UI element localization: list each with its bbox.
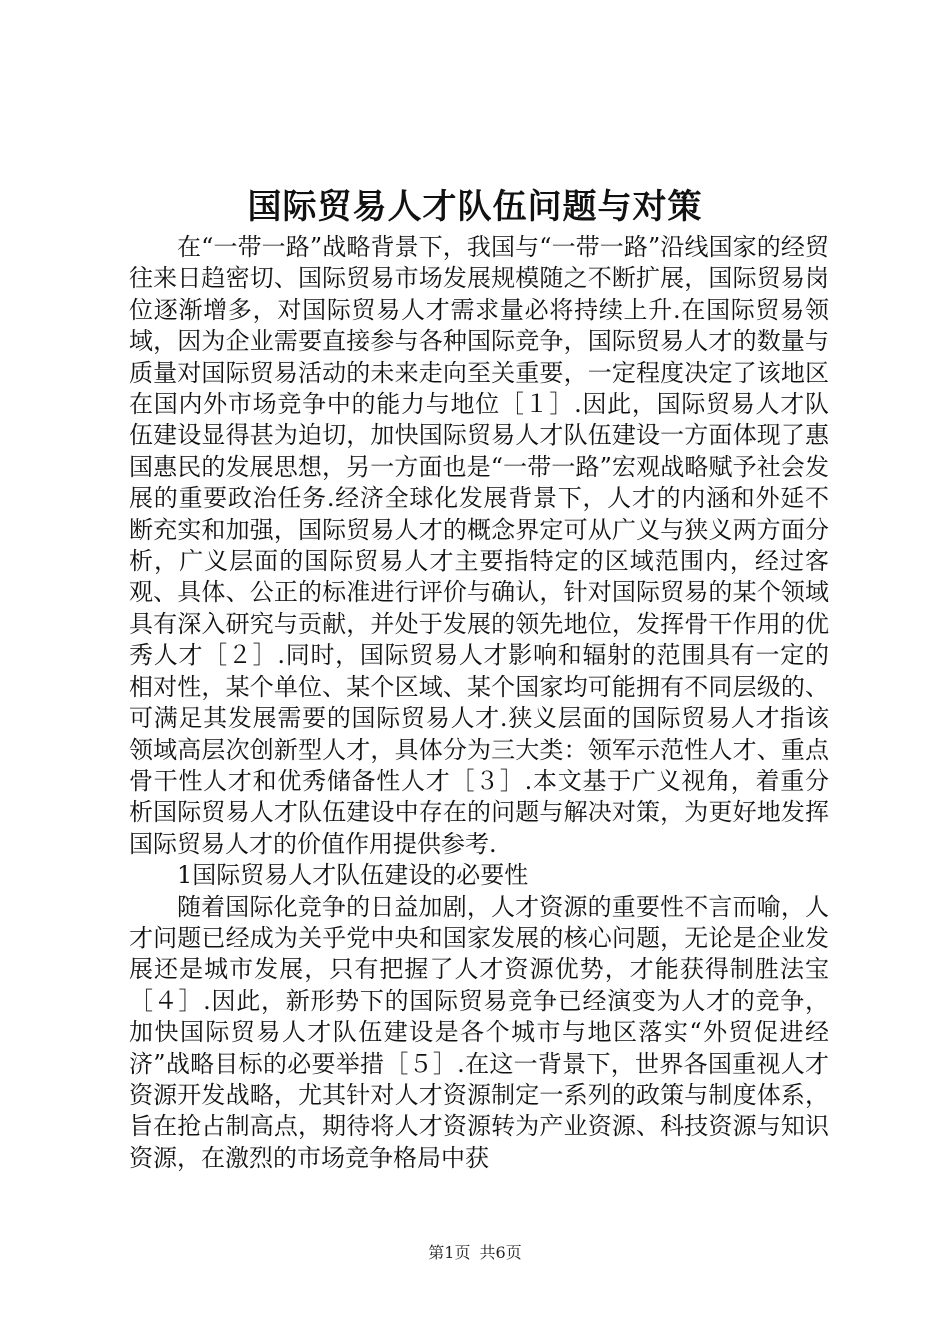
paragraph-intro: 在“一带一路”战略背景下，我国与“一带一路”沿线国家的经贸往来日趋密切、国际贸易市场发展规模随之不断扩展，国际贸易岗位逐渐增多，对国际贸易人才需求量必将持续上升.在国际贸易领域，因为企业需要直接参与各种国际竞争，国际贸易人才的数量与质量对国际贸易活动的未来走向至关重要，一定程度决定了该地区在国内外市场竞争中的能力与地位［１］.因此，国际贸易人才队伍建设显得甚为迫切，加快国际贸易人才队伍建设一方面体现了惠国惠民的发展思想，另一方面也是“一带一路”宏观战略赋予社会发展的重要政治任务.经济全球化发展背景下，人才的内涵和外延不断充实和加强，国际贸易人才的概念界定可从广义与狭义两方面分析，广义层面的国际贸易人才主要指特定的区域范围内，经过客观、具体、公正的标准进行评价与确认，针对国际贸易的某个领域具有深入研究与贡献，并处于发展的领先地位，发挥骨干作用的优秀人才［２］.同时，国际贸易人才影响和辐射的范围具有一定的相对性，某个单位、某个区域、某个国家均可能拥有不同层级的、可满足其发展需要的国际贸易人才.狭义层面的国际贸易人才指该领域高层次创新型人才，具体分为三大类：领军示范性人才、重点骨干性人才和优秀储备性人才［３］.本文基于广义视角，着重分析国际贸易人才队伍建设中存在的问题与解决对策，为更好地发挥国际贸易人才的价值作用提供参考. xyxy=(129,233,829,858)
page-footer xyxy=(0,1241,950,1265)
page-total: 共6页 xyxy=(479,1243,522,1262)
document-body xyxy=(129,232,829,1174)
paragraph-section-1: 随着国际化竞争的日益加剧，人才资源的重要性不言而喻，人才问题已经成为关乎党中央和国家发展的核心问题，无论是企业发展还是城市发展，只有把握了人才资源优势，才能获得制胜法宝［４］.因此，新形势下的国际贸易竞争已经演变为人才的竞争，加快国际贸易人才队伍建设是各个城市与地区落实“外贸促进经济”战略目标的必要举措［５］.在这一背景下，世界各国重视人才资源开发战略，尤其针对人才资源制定一系列的政策与制度体系，旨在抢占制高点，期待将人才资源转为产业资源、科技资源与知识资源，在激烈的市场竞争格局中获 xyxy=(129,892,829,1172)
page-number: 第1页 xyxy=(428,1243,471,1262)
document-title: 国际贸易人才队伍问题与对策 xyxy=(247,187,703,227)
section-heading: 1国际贸易人才队伍建设的必要性 xyxy=(177,861,529,890)
